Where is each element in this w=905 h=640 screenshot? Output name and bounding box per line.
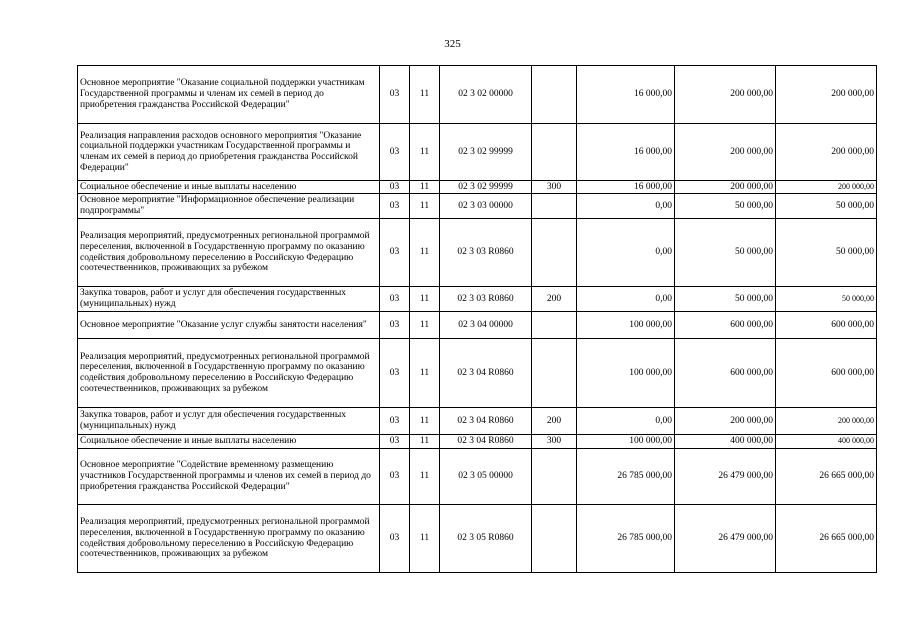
amount-col-2: 26 479 000,00	[675, 505, 776, 573]
subsection-code: 11	[410, 312, 440, 339]
expense-type-code	[532, 66, 577, 124]
expense-type-code	[532, 124, 577, 181]
subsection-code: 11	[410, 124, 440, 181]
expense-type-code	[532, 312, 577, 339]
target-article-code: 02 3 02 99999	[440, 124, 532, 181]
subsection-code: 11	[410, 181, 440, 194]
section-code: 03	[380, 408, 410, 435]
amount-col-2: 50 000,00	[675, 287, 776, 312]
amount-col-2: 50 000,00	[675, 219, 776, 287]
amount-col-2: 26 479 000,00	[675, 449, 776, 505]
target-article-code: 02 3 04 R0860	[440, 339, 532, 408]
amount-col-2: 400 000,00	[675, 435, 776, 449]
amount-col-2: 600 000,00	[675, 312, 776, 339]
amount-col-3: 50 000,00	[776, 219, 877, 287]
amount-col-3: 26 665 000,00	[776, 449, 877, 505]
section-code: 03	[380, 66, 410, 124]
target-article-code: 02 3 04 R0860	[440, 408, 532, 435]
amount-col-3: 200 000,00	[776, 408, 877, 435]
expense-type-code	[532, 339, 577, 408]
section-code: 03	[380, 312, 410, 339]
amount-col-1: 100 000,00	[577, 435, 675, 449]
subsection-code: 11	[410, 339, 440, 408]
amount-col-2: 50 000,00	[675, 194, 776, 219]
section-code: 03	[380, 219, 410, 287]
table-row	[78, 181, 877, 194]
row-name: Реализация направления расходов основного мероприятия "Оказание социальной поддержки участникам Государственной программы и членам их семей в период до приобретения гражданства Российской Федерации"	[78, 124, 380, 181]
section-code: 03	[380, 287, 410, 312]
target-article-code: 02 3 05 00000	[440, 449, 532, 505]
amount-col-1: 0,00	[577, 219, 675, 287]
subsection-code: 11	[410, 66, 440, 124]
table-row	[78, 408, 877, 435]
table-row	[78, 449, 877, 505]
amount-col-3: 200 000,00	[776, 124, 877, 181]
amount-col-3: 200 000,00	[776, 181, 877, 194]
page-number: 325	[444, 38, 461, 50]
amount-col-2: 200 000,00	[675, 408, 776, 435]
expense-type-code	[532, 449, 577, 505]
section-code: 03	[380, 339, 410, 408]
subsection-code: 11	[410, 219, 440, 287]
amount-col-1: 26 785 000,00	[577, 449, 675, 505]
amount-col-3: 600 000,00	[776, 312, 877, 339]
expense-type-code: 300	[532, 181, 577, 194]
row-name: Основное мероприятие "Оказание социальной поддержки участникам Государственной программы и членам их семей в период до приобретения гражданства Российской Федерации"	[78, 66, 380, 124]
section-code: 03	[380, 124, 410, 181]
row-name: Социальное обеспечение и иные выплаты населению	[78, 181, 380, 194]
row-name: Закупка товаров, работ и услуг для обеспечения государственных (муниципальных) нужд	[78, 287, 380, 312]
subsection-code: 11	[410, 194, 440, 219]
table-row	[78, 219, 877, 287]
amount-col-2: 200 000,00	[675, 66, 776, 124]
row-name: Реализация мероприятий, предусмотренных региональной программой переселения, включенной в Государственную программу по оказанию содействия добровольному переселению в Российскую Федерацию соотечественников, проживающих за рубежом	[78, 339, 380, 408]
table-row	[78, 194, 877, 219]
section-code: 03	[380, 435, 410, 449]
target-article-code: 02 3 04 00000	[440, 312, 532, 339]
section-code: 03	[380, 449, 410, 505]
amount-col-3: 200 000,00	[776, 66, 877, 124]
subsection-code: 11	[410, 449, 440, 505]
row-name: Закупка товаров, работ и услуг для обеспечения государственных (муниципальных) нужд	[78, 408, 380, 435]
target-article-code: 02 3 03 R0860	[440, 219, 532, 287]
section-code: 03	[380, 194, 410, 219]
row-name: Основное мероприятие "Содействие временному размещению участников Государственной программы и членов их семей в период до приобретения гражданства Российской Федерации"	[78, 449, 380, 505]
amount-col-3: 600 000,00	[776, 339, 877, 408]
section-code: 03	[380, 181, 410, 194]
expense-type-code	[532, 194, 577, 219]
table-row	[78, 66, 877, 124]
expense-type-code	[532, 219, 577, 287]
amount-col-3: 26 665 000,00	[776, 505, 877, 573]
subsection-code: 11	[410, 287, 440, 312]
expense-type-code: 200	[532, 408, 577, 435]
amount-col-1: 16 000,00	[577, 181, 675, 194]
row-name: Реализация мероприятий, предусмотренных региональной программой переселения, включенной в Государственную программу по оказанию содействия добровольному переселению в Российскую Федерацию соотечественников, проживающих за рубежом	[78, 219, 380, 287]
target-article-code: 02 3 02 00000	[440, 66, 532, 124]
amount-col-2: 200 000,00	[675, 181, 776, 194]
amount-col-3: 50 000,00	[776, 287, 877, 312]
table-row	[78, 312, 877, 339]
amount-col-1: 16 000,00	[577, 66, 675, 124]
subsection-code: 11	[410, 408, 440, 435]
amount-col-1: 26 785 000,00	[577, 505, 675, 573]
table-row	[78, 435, 877, 449]
expense-type-code: 300	[532, 435, 577, 449]
amount-col-1: 0,00	[577, 408, 675, 435]
table-row	[78, 505, 877, 573]
amount-col-1: 16 000,00	[577, 124, 675, 181]
expense-type-code	[532, 505, 577, 573]
amount-col-3: 50 000,00	[776, 194, 877, 219]
target-article-code: 02 3 03 R0860	[440, 287, 532, 312]
row-name: Основное мероприятие "Оказание услуг службы занятости населения"	[78, 312, 380, 339]
budget-table	[77, 65, 877, 573]
subsection-code: 11	[410, 505, 440, 573]
table-row	[78, 287, 877, 312]
table-row	[78, 339, 877, 408]
amount-col-1: 100 000,00	[577, 312, 675, 339]
amount-col-1: 0,00	[577, 287, 675, 312]
target-article-code: 02 3 03 00000	[440, 194, 532, 219]
row-name: Реализация мероприятий, предусмотренных региональной программой переселения, включенной в Государственную программу по оказанию содействия добровольному переселению в Российскую Федерацию соотечественников, проживающих за рубежом	[78, 505, 380, 573]
row-name: Социальное обеспечение и иные выплаты населению	[78, 435, 380, 449]
amount-col-2: 600 000,00	[675, 339, 776, 408]
table-row	[78, 124, 877, 181]
amount-col-3: 400 000,00	[776, 435, 877, 449]
target-article-code: 02 3 05 R0860	[440, 505, 532, 573]
target-article-code: 02 3 02 99999	[440, 181, 532, 194]
amount-col-1: 0,00	[577, 194, 675, 219]
row-name: Основное мероприятие "Информационное обеспечение реализации подпрограммы"	[78, 194, 380, 219]
section-code: 03	[380, 505, 410, 573]
amount-col-2: 200 000,00	[675, 124, 776, 181]
subsection-code: 11	[410, 435, 440, 449]
target-article-code: 02 3 04 R0860	[440, 435, 532, 449]
amount-col-1: 100 000,00	[577, 339, 675, 408]
expense-type-code: 200	[532, 287, 577, 312]
